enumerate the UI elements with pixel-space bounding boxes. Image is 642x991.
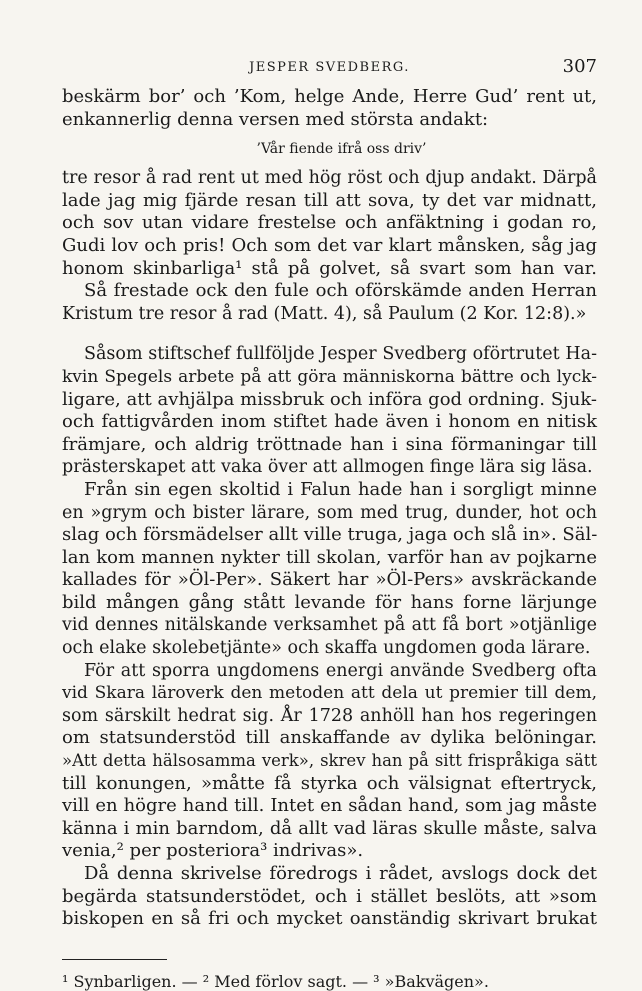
text-line: honom skinbarliga¹ stå på golvet, så svart som han var. [62,257,597,279]
text-line: biskopen en så fri och mycket oanständig skrivart brukat [62,908,597,930]
footnote-divider [62,959,167,960]
page-number: 307 [562,56,597,77]
text-line: tre resor å rad rent ut med hög röst och djup andakt. Därpå [62,168,597,189]
text-line: »Att detta hälsosamma verk», skrev han på sitt frispråkiga sätt [62,751,597,771]
text-line: Gudi lov och pris! Och som det var klart månsken, såg jag [62,234,597,256]
text-line: en »grym och bister lärare, som med trug, dunder, hot och [62,502,597,523]
text-line: och elake skolebetjänte» och skaffa ungdomen goda lärare. [62,638,591,659]
text-line: och sov utan vidare frestelse och anfäktning i godan ro, [62,212,597,234]
text-line: begärda statsunderstödet, och i stället beslöts, att »som [62,885,597,907]
text-line: känna i min barndom, då allt vad läras skulle måste, salva [62,817,597,839]
text-line: enkannerlig denna versen med största andakt: [62,108,489,130]
hymn-quote: ’Vår fiende ifrå oss driv’ [256,141,427,158]
text-line: om statsunderstöd till anskaffande av dylika belöningar. [62,727,597,749]
text-line: vid dennes nitälskande verksamhet på att få bort »otjänlige [62,615,597,636]
book-page [62,56,597,991]
text-line: För att sporra ungdomens energi använde Svedberg ofta [84,660,597,681]
text-line: vid Skara läroverk den metoden att dela ut premier till dem, [62,683,597,704]
page-header [62,56,597,86]
text-line: lade jag mig fjärde resan till att sova, ty det var midnatt, [62,189,597,211]
text-line: prästerskapet att vaka över att allmogen finge lära sig läsa. [62,457,593,478]
text-line: kvin Spegels arbete på att göra människorna bättre och lyck- [62,366,597,387]
text-line: bild mången gång stått levande för hans forne lärjunge [62,591,597,613]
text-line: vill en högre hand till. Intet en sådan hand, som jag måste [62,795,597,817]
text-line: främjare, och aldrig tröttnade han i sina förmaningar till [62,433,597,455]
text-line: som särskilt hedrat sig. År 1728 anhöll han hos regeringen [62,705,597,726]
text-line: och fattigvården inom stiftet hade även i honom en nitisk [62,411,597,433]
paragraph-quote-intro [62,86,597,131]
paragraph-quote-continued [62,167,597,325]
text-line: Då denna skrivelse föredrogs i rådet, avslogs dock det [84,863,597,884]
text-line: kallades för »Öl-Per». Säkert har »Öl-Pers» avskräckande [62,569,597,591]
text-line: Från sin egen skoltid i Falun hade han i sorgligt minne [84,478,597,500]
footnotes: ¹ Synbarligen. — ² Med förlov sagt. — ³ »Bakvägen». [62,971,489,991]
text-line: Kristum tre resor å rad (Matt. 4), så Paulum (2 Kor. 12:8).» [62,303,587,324]
text-line: venia,² per posteriora³ indrivas». [62,840,364,862]
text-line: lan kom mannen nykter till skolan, varför han av pojkarne [62,546,597,568]
text-line: beskärm bor’ och ’Kom, helge Ande, Herre Gud’ rent ut, [62,86,597,107]
text-line: slag och försmädelser allt ville truga, jaga och slå in». Säl- [62,524,598,546]
running-title: JESPER SVEDBERG. [249,60,410,75]
text-line: ligare, att avhjälpa missbruk och införa god ordning. Sjuk- [62,388,597,410]
text-line: Såsom stiftschef fullföljde Jesper Svedberg oförtrutet Ha- [84,344,597,365]
text-line: Så frestade ock den fule och oförskämde anden Herran [84,280,597,302]
text-line: till konungen, »måtte få styrka och välsignat eftertryck, [62,772,597,794]
paragraph-main [62,343,597,930]
